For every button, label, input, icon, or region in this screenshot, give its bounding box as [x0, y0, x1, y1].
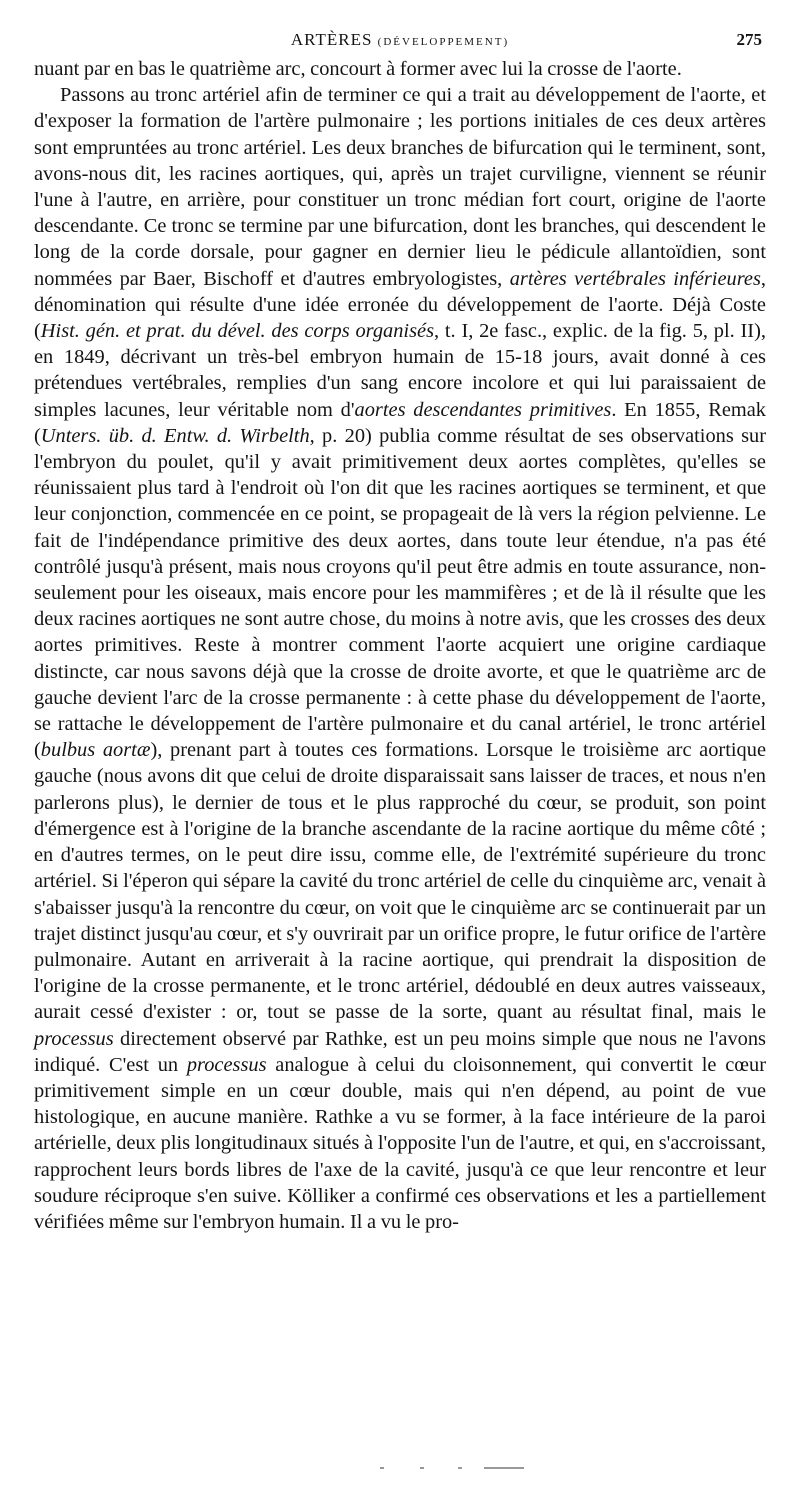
print-mark	[380, 1467, 384, 1469]
body-text	[34, 56, 766, 1235]
text-run: , dénomination qui résulte d'une idée erronée du développement de l'aorte. Déjà Coste (	[34, 267, 766, 343]
print-mark	[458, 1467, 462, 1469]
italic-text: processus	[34, 1027, 114, 1050]
paragraph	[34, 82, 766, 1235]
page-number: 275	[736, 30, 762, 49]
italic-text: Unters. üb. d. Entw. d. Wirbelth	[40, 424, 310, 447]
paragraph	[34, 56, 766, 82]
print-mark	[420, 1467, 424, 1469]
print-mark	[484, 1467, 524, 1469]
text-run: ), prenant part à toutes ces formations. Lorsque le troisième arc aortique gauche (nous avons dit que celui de droite disparaissait sans laisser de traces, et nous n'en parlerons plus), le dernier de tous et le plus rapproché du cœur, se produit, son point d'émergence est à l'origine de la branche ascendante de la racine aortique du même côté ; en d'autres termes, on le peut dire issu, comme elle, de l'extrémité supérieure du tronc artériel. Si l'éperon qui sépare la cavité du tronc artériel de celle du cinquième arc, venait à s'abaisser jusqu'à la rencontre du cœur, on voit que le cinquième arc se continuerait par un trajet distinct jusqu'au cœur, et s'y ouvrirait par un orifice propre, le futur orifice de l'artère pulmonaire. Autant en arriverait à la racine aortique, qui prendrait la disposition de l'origine de la crosse permanente, et le tronc artériel, dédoublé en deux autres vaisseaux, aurait cessé d'exister : or, tout se passe de la sorte, quant au résultat final, mais le	[34, 739, 766, 1024]
italic-text: bulbus aortæ	[40, 739, 151, 762]
italic-text: artères vertébrales inférieures	[509, 267, 761, 290]
italic-text: Hist. gén. et prat. du dével. des corps organisés	[40, 320, 435, 343]
text-run: , p. 20) publia comme résultat de ses observations sur l'embryon du poulet, qu'il y avait primitivement deux aortes complètes, qu'elles se réunissaient plus tard à l'endroit où l'on dit que les racines aortiques se terminent, et que leur conjonction, commencée en ce point, se propageait de là vers la région pelvienne. Le fait de l'indépendance primitive des deux aortes, dans toute leur étendue, n'a pas été contrôlé jusqu'à présent, mais nous croyons qu'il peut être admis en toute assurance, non-seulement pour les oiseaux, mais encore pour les mammifères ; et de là il résulte que les deux racines aortiques ne sont autre chose, du moins à notre avis, que les crosses des deux aortes primitives. Reste à montrer comment l'aorte acquiert une origine cardiaque distincte, car nous savons déjà que la crosse de droite avorte, et que le quatrième arc de gauche devient l'arc de la crosse permanente : à cette phase du développement de l'aorte, se rattache le développement de l'artère pulmonaire et du canal artériel, le tronc artériel (	[34, 424, 766, 762]
header-title: ARTÈRES	[290, 30, 373, 49]
text-run: , t. I, 2e fasc., explic. de la fig. 5, pl. II), en 1849, décrivant un très-bel embryon humain de 15-18 jours, avait donné à ces prétendues vertébrales, remplies d'un sang encore incolore et qui lui paraissaient de simples lacunes, leur véritable nom d'	[34, 320, 766, 421]
text-run: Passons au tronc artériel afin de terminer ce qui a trait au développement de l'aorte, et d'exposer la formation de l'artère pulmonaire ; les portions initiales de ces deux artères sont empruntées au tronc artériel. Les deux branches de bifurcation qui le terminent, sont, avons-nous dit, les racines aortiques, qui, après un trajet curviligne, viennent se réunir l'une à l'autre, en arrière, pour constituer un tronc médian fort court, origine de l'aorte descendante. Ce tronc se termine par une bifurcation, dont les branches, qui descendent le long de la corde dorsale, pour gagner en dernier lieu le pédicule allantoïdien, sont nommées par Baer, Bischoff et d'autres embryologistes,	[34, 84, 766, 290]
text-run: directement observé par Rathke, est un peu moins simple que nous ne l'avons indiqué. C'est un	[34, 1027, 766, 1076]
running-title	[34, 30, 766, 50]
running-head	[34, 30, 766, 56]
header-subtitle: (DÉVELOPPEMENT)	[377, 36, 510, 48]
italic-text: processus	[186, 1053, 267, 1076]
text-run: . En 1855, Remak (	[34, 398, 766, 447]
text-run: analogue à celui du cloisonnement, qui convertit le cœur primitivement simple en un cœur double, mais qui n'en dépend, au point de vue histologique, en aucune manière. Rathke a vu se former, à la face intérieure de la paroi artérielle, deux plis longitudinaux situés à l'opposite l'un de l'autre, et qui, en s'accroissant, rapprochent leurs bords libres de l'axe de la cavité, jusqu'à ce que leur rencontre et leur soudure réciproque s'en suive. Kölliker a confirmé ces observations et les a partiellement vérifiées même sur l'embryon humain. Il a vu le pro-	[34, 1053, 766, 1233]
text-run: nuant par en bas le quatrième arc, concourt à former avec lui la crosse de l'aorte.	[34, 58, 682, 80]
bottom-print-marks	[380, 1467, 560, 1471]
page	[34, 30, 766, 1235]
italic-text: aortes descendantes primitives	[354, 398, 612, 421]
